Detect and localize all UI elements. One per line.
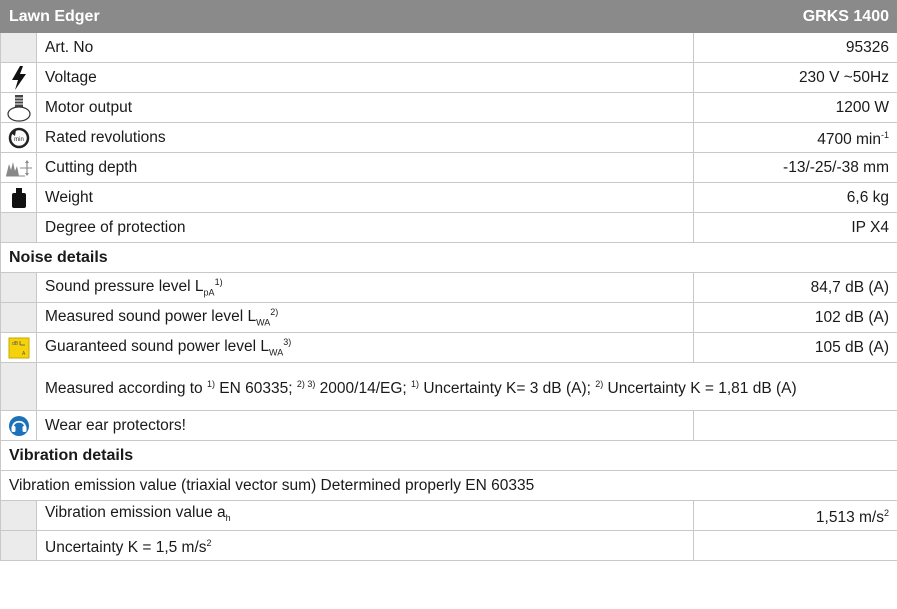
- note-footnote: 2) 3): [296, 378, 316, 389]
- spec-value: 95326: [694, 33, 897, 63]
- spec-row-voltage: [1, 63, 897, 93]
- icon-cell: [1, 213, 37, 243]
- label-superscript: 1): [214, 277, 223, 288]
- measurement-note: [37, 363, 897, 411]
- section-title: Vibration details: [1, 441, 897, 471]
- motor-icon: [6, 94, 32, 122]
- icon-cell: [1, 93, 37, 123]
- rpm-icon: [8, 127, 30, 149]
- spec-value: -13/-25/-38 mm: [694, 153, 897, 183]
- spec-row-cutting-depth: [1, 153, 897, 183]
- label-subscript: WA: [256, 317, 271, 328]
- svg-text:A: A: [21, 350, 25, 357]
- spec-value: 84,7 dB (A): [694, 273, 897, 303]
- spec-value: 1200 W: [694, 93, 897, 123]
- icon-cell: [1, 153, 37, 183]
- spec-value-cell: [694, 123, 897, 153]
- spec-label: Uncertainty K = 1,5 m/s: [45, 539, 207, 557]
- icon-cell: [1, 501, 37, 531]
- noise-row-sound-pressure: [1, 273, 897, 303]
- spec-value: 1,513 m/s: [815, 509, 884, 527]
- spec-label-cell: [37, 333, 694, 363]
- section-title: Noise details: [1, 243, 897, 273]
- spec-label: Cutting depth: [37, 153, 694, 183]
- model-number: GRKS 1400: [694, 1, 897, 33]
- spec-value-cell: [694, 501, 897, 531]
- spec-value: 4700 min: [817, 131, 881, 149]
- spec-label: Motor output: [37, 93, 694, 123]
- icon-cell: [1, 123, 37, 153]
- icon-cell: [1, 363, 37, 411]
- svg-text:dB: dB: [11, 340, 18, 347]
- note-text: Measured according to: [45, 380, 207, 398]
- spec-label: Guaranteed sound power level L: [45, 338, 270, 356]
- spec-label: Weight: [37, 183, 694, 213]
- note-footnote: 1): [411, 378, 420, 389]
- vibration-intro-row: [1, 471, 897, 501]
- label-subscript: h: [225, 513, 231, 524]
- spec-label-cell: [37, 531, 694, 561]
- spec-label: Rated revolutions: [37, 123, 694, 153]
- note-footnote: 2): [595, 378, 604, 389]
- label-superscript: 2): [270, 307, 279, 318]
- spec-label: Voltage: [37, 63, 694, 93]
- label-superscript: 2: [206, 537, 212, 548]
- note-text: EN 60335;: [215, 380, 297, 398]
- spec-label: Vibration emission value a: [45, 503, 226, 521]
- spec-label: Sound pressure level L: [45, 278, 204, 296]
- label-subscript: WA: [269, 347, 284, 358]
- icon-cell: [1, 531, 37, 561]
- spec-row-motor-output: [1, 93, 897, 123]
- icon-cell: [1, 303, 37, 333]
- spec-label-cell: [37, 501, 694, 531]
- note-text: Uncertainty K= 3 dB (A);: [419, 380, 596, 398]
- spec-value: IP X4: [694, 213, 897, 243]
- product-title: Lawn Edger: [1, 1, 694, 33]
- value-superscript: 2: [883, 507, 889, 518]
- spec-row-art-no: [1, 33, 897, 63]
- spec-label-cell: [37, 303, 694, 333]
- note-text: Uncertainty K = 1,81 dB (A): [603, 380, 797, 398]
- spec-label: Degree of protection: [37, 213, 694, 243]
- spec-label: Art. No: [37, 33, 694, 63]
- ear-protection-icon: [8, 415, 30, 437]
- label-subscript: pA: [203, 287, 215, 298]
- icon-cell: [1, 411, 37, 441]
- icon-cell: [1, 183, 37, 213]
- section-vibration: [1, 441, 897, 471]
- spec-value: 230 V ~50Hz: [694, 63, 897, 93]
- icon-cell: [1, 333, 37, 363]
- spec-label-cell: [37, 273, 694, 303]
- vibration-intro: Vibration emission value (triaxial vector sum) Determined properly EN 60335: [1, 471, 897, 501]
- spec-label: Measured sound power level L: [45, 308, 257, 326]
- spec-row-weight: [1, 183, 897, 213]
- noise-measurement-note-row: [1, 363, 897, 411]
- spec-value: 6,6 kg: [694, 183, 897, 213]
- icon-cell: [1, 273, 37, 303]
- sound-power-icon: [8, 337, 30, 359]
- spec-value: 105 dB (A): [694, 333, 897, 363]
- cutting-depth-icon: [5, 158, 33, 178]
- icon-cell: [1, 63, 37, 93]
- note-text: 2000/14/EG;: [315, 380, 412, 398]
- spec-row-protection: [1, 213, 897, 243]
- ear-protection-label: Wear ear protectors!: [37, 411, 694, 441]
- svg-text:min: min: [13, 136, 24, 143]
- icon-cell: [1, 33, 37, 63]
- ear-protection-row: [1, 411, 897, 441]
- noise-row-measured-power: [1, 303, 897, 333]
- lightning-icon: [10, 66, 28, 90]
- section-noise: [1, 243, 897, 273]
- spec-value: 102 dB (A): [694, 303, 897, 333]
- weight-icon: [10, 187, 28, 209]
- noise-row-guaranteed-power: [1, 333, 897, 363]
- note-footnote: 1): [206, 378, 215, 389]
- table-header-row: [1, 1, 897, 33]
- vibration-row-uncertainty: [1, 531, 897, 561]
- empty-value-cell: [694, 411, 897, 441]
- spec-value: [694, 531, 897, 561]
- label-superscript: 3): [283, 337, 292, 348]
- vibration-row-emission: [1, 501, 897, 531]
- spec-row-rated-revolutions: [1, 123, 897, 153]
- value-superscript: -1: [880, 129, 889, 140]
